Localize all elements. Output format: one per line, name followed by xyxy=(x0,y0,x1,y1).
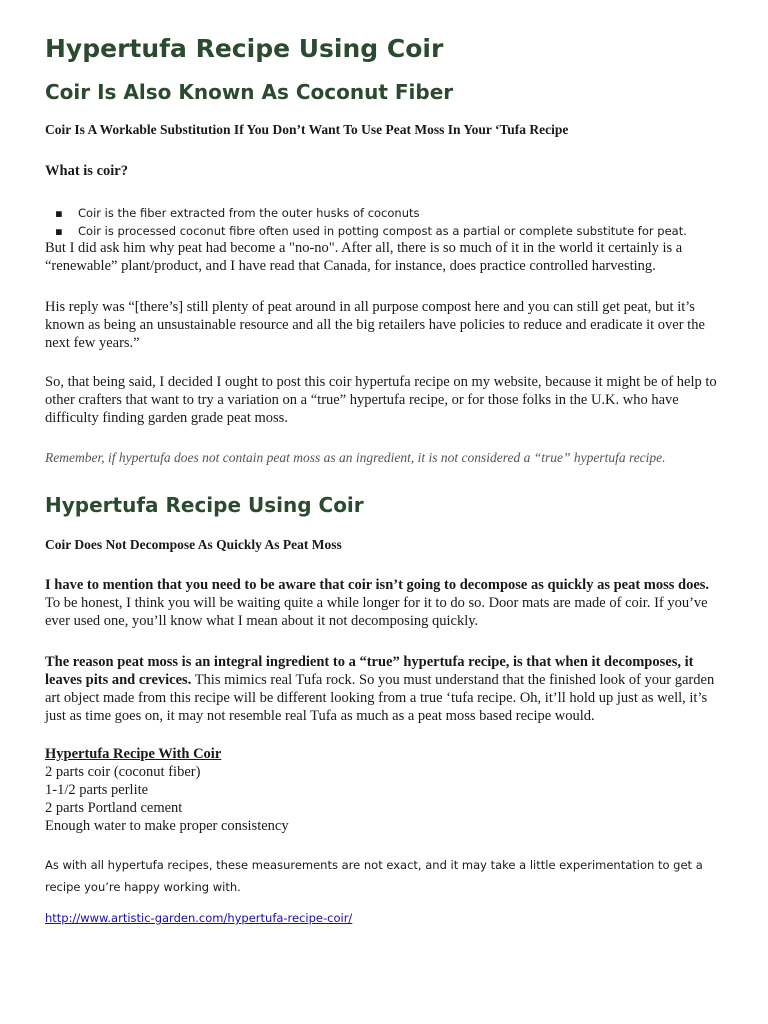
bullet-text: Coir is processed coconut fibre often used in potting compost as a partial or complete substitute for peat. xyxy=(78,224,687,238)
section-title: Hypertufa Recipe Using Coir xyxy=(45,493,364,517)
coir-bullet-list xyxy=(45,204,687,240)
recipe-heading: Hypertufa Recipe With Coir xyxy=(45,746,222,762)
recipe-line: Enough water to make proper consistency xyxy=(45,818,289,834)
paragraph-text: This mimics real Tufa rock. So you must understand that the finished look of your garden art object made from this recipe will be different looking from a true ‘tufa recipe. Oh, it’ll hold up just as well, it’s just as time goes on, it may not resemble real Tufa as much as a peat moss based recipe would. xyxy=(45,672,715,724)
italic-note: Remember, if hypertufa does not contain peat moss as an ingredient, it is not considered a “true” hypertufa recipe. xyxy=(45,450,666,465)
recipe-block xyxy=(45,745,289,835)
recipe-line: 2 parts coir (coconut fiber) xyxy=(45,764,201,780)
page-title: Hypertufa Recipe Using Coir xyxy=(45,34,444,63)
recipe-line: 2 parts Portland cement xyxy=(45,800,183,816)
emphasis-text: I have to mention that you need to be aware that coir isn’t going to decompose as quickly as peat moss does. xyxy=(45,577,710,593)
paragraph: But I did ask him why peat had become a "no-no". After all, there is so much of it in the world it certainly is a “renewable” plant/product, and I have read that Canada, for instance, does practice controlled harvesting. xyxy=(45,240,683,274)
source-link[interactable]: http://www.artistic-garden.com/hypertufa-recipe-coir/ xyxy=(45,911,353,925)
paragraph-text: To be honest, I think you will be waiting quite a while longer for it to do so. Door mats are made of coir. If you’ve ever used one, you’ll know what I mean about it not decomposing quickly. xyxy=(45,595,708,629)
what-is-coir-heading: What is coir? xyxy=(45,163,128,179)
list-item xyxy=(45,204,687,222)
paragraph: So, that being said, I decided I ought to post this coir hypertufa recipe on my website, because it might be of help to other crafters that want to try a variation on a “true” hypertufa recipe, or for those folks in the U.K. who have difficulty finding garden grade peat moss. xyxy=(45,374,717,426)
emphasis-text: The reason peat moss is an integral ingredient to a “true” hypertufa recipe, is that when it decomposes, it leaves pits and crevices. xyxy=(45,654,694,688)
paragraph: His reply was “[there’s] still plenty of peat around in all purpose compost here and you can still get peat, but it’s known as being an unsustainable resource and all the big retailers have policies to reduce and eradicate it over the next few years.” xyxy=(45,299,705,351)
paragraph xyxy=(45,653,725,725)
list-item xyxy=(45,222,687,240)
recipe-line: 1-1/2 parts perlite xyxy=(45,782,149,798)
paragraph xyxy=(45,576,725,630)
page-subtitle: Coir Is Also Known As Coconut Fiber xyxy=(45,80,454,104)
bullet-square-icon: ▪ xyxy=(55,206,63,220)
bullet-square-icon: ▪ xyxy=(55,224,63,238)
bullet-text: Coir is the fiber extracted from the outer husks of coconuts xyxy=(78,206,420,220)
section-subheading: Coir Does Not Decompose As Quickly As Peat Moss xyxy=(45,537,342,552)
intro-heading: Coir Is A Workable Substitution If You Don’t Want To Use Peat Moss In Your ‘Tufa Recipe xyxy=(45,122,569,137)
closing-paragraph: As with all hypertufa recipes, these measurements are not exact, and it may take a little experimentation to get a recipe you’re happy working with. xyxy=(45,858,703,894)
